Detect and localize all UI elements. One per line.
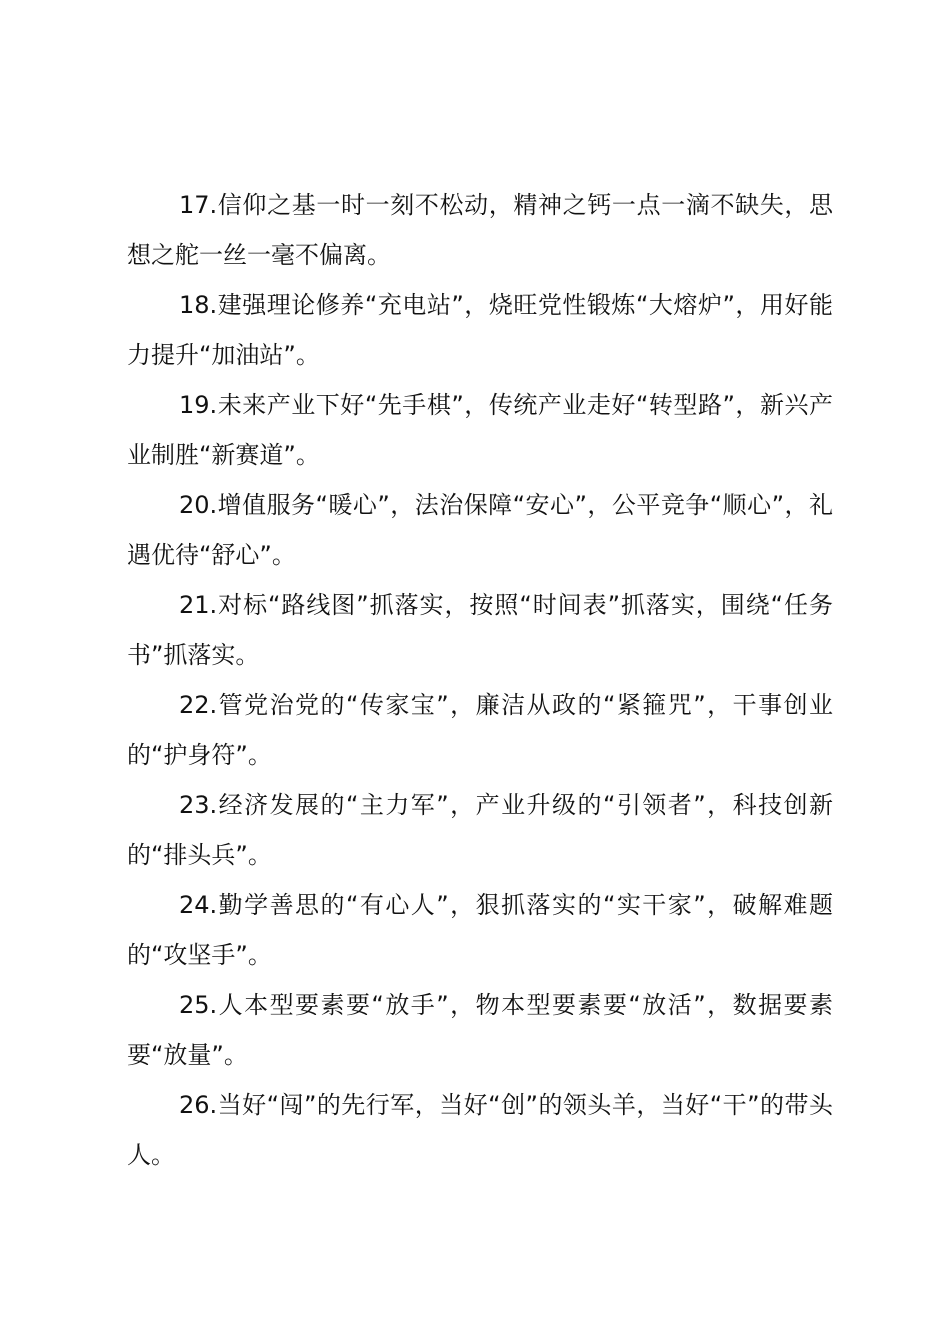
paragraph-25: 25.人本型要素要“放手”，物本型要素要“放活”，数据要素要“放量”。 [127, 991, 833, 1069]
paragraph-26: 26.当好“闯”的先行军，当好“创”的领头羊，当好“干”的带头人。 [127, 1091, 833, 1169]
paragraph-17: 17.信仰之基一时一刻不松动，精神之钙一点一滴不缺失，思想之舵一丝一毫不偏离。 [127, 191, 833, 269]
paragraph-18: 18.建强理论修养“充电站”，烧旺党性锻炼“大熔炉”，用好能力提升“加油站”。 [127, 291, 833, 369]
paragraph-23: 23.经济发展的“主力军”，产业升级的“引领者”，科技创新的“排头兵”。 [127, 791, 833, 869]
document-body [127, 180, 833, 1180]
paragraph-21: 21.对标“路线图”抓落实，按照“时间表”抓落实，围绕“任务书”抓落实。 [127, 591, 833, 669]
paragraph-24: 24.勤学善思的“有心人”，狠抓落实的“实干家”，破解难题的“攻坚手”。 [127, 891, 833, 969]
paragraph-20: 20.增值服务“暖心”，法治保障“安心”，公平竞争“顺心”，礼遇优待“舒心”。 [127, 491, 833, 569]
paragraph-22: 22.管党治党的“传家宝”，廉洁从政的“紧箍咒”，干事创业的“护身符”。 [127, 691, 833, 769]
paragraph-19: 19.未来产业下好“先手棋”，传统产业走好“转型路”，新兴产业制胜“新赛道”。 [127, 391, 833, 469]
